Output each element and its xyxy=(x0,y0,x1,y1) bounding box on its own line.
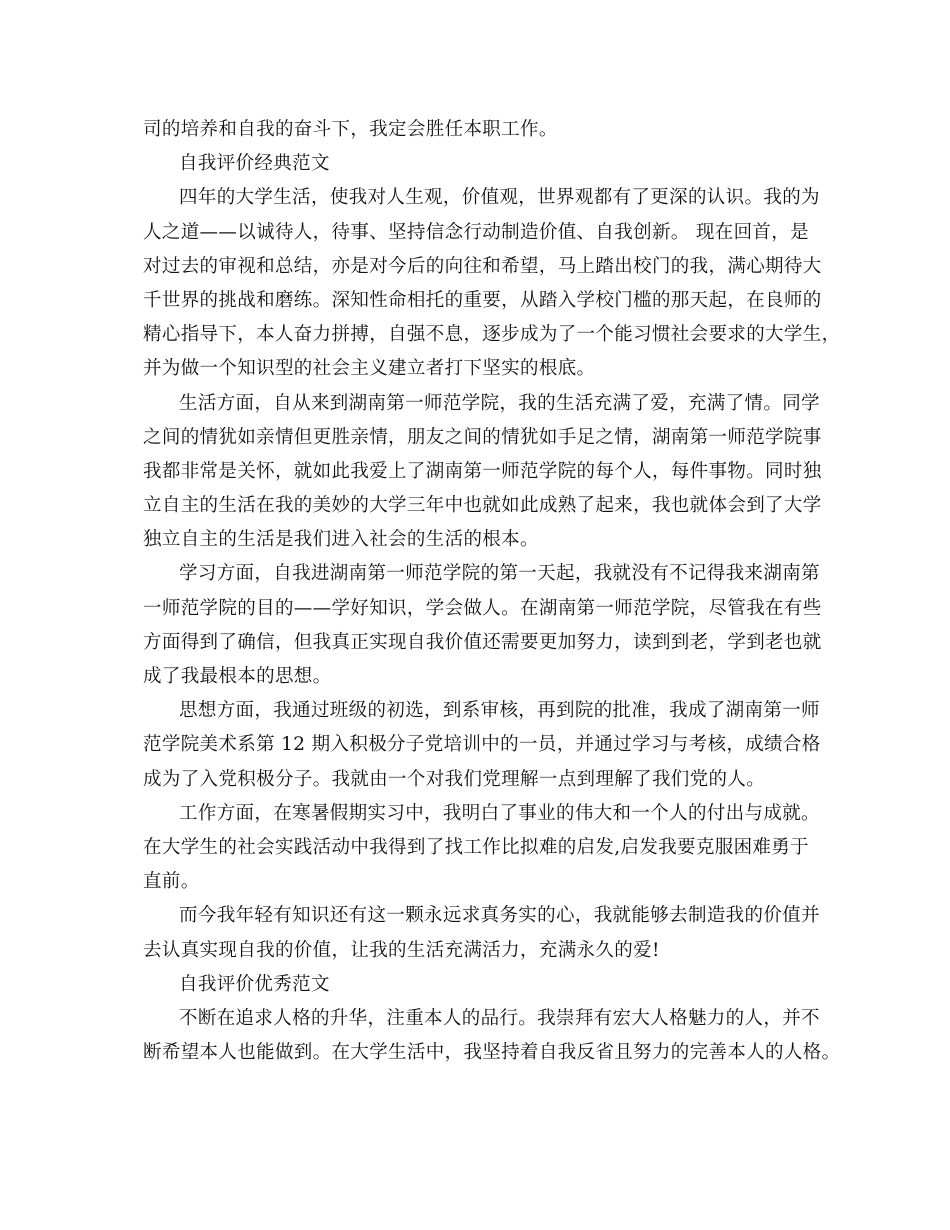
text-line: 范学院美术系第 12 期入积极分子党培训中的一员，并通过学习与考核，成绩合格 xyxy=(143,734,821,756)
text-line: 对过去的审视和总结，亦是对今后的向往和希望，马上踏出校门的我，满心期待大 xyxy=(143,255,822,277)
text-line: 之间的情犹如亲情但更胜亲情，朋友之间的情犹如手足之情，湖南第一师范学院事 xyxy=(143,426,822,448)
document-body xyxy=(143,113,841,1070)
text-line: 司的培养和自我的奋斗下，我定会胜任本职工作。 xyxy=(143,119,558,140)
text-line: 四年的大学生活，使我对人生观，价值观，世界观都有了更深的认识。我的为 xyxy=(179,187,820,209)
text-line: 在大学生的社会实践活动中我得到了找工作比拟难的启发,启发我要克服困难勇于 xyxy=(143,836,809,858)
text-line: 成为了入党积极分子。我就由一个对我们党理解一点到理解了我们党的人。 xyxy=(143,768,766,790)
text-line: 断希望本人也能做到。在大学生活中，我坚持着自我反省且努力的完善本人的人格。 xyxy=(143,1042,841,1064)
text-line: 不断在追求人格的升华，注重本人的品行。我崇拜有宏大人格魅力的人，并不 xyxy=(179,1007,820,1029)
text-line: 自我评价优秀范文 xyxy=(179,973,330,995)
text-line: 立自主的生活在我的美妙的大学三年中也就如此成熟了起来，我也就体会到了大学 xyxy=(143,495,822,517)
text-line: 工作方面，在寒暑假期实习中，我明白了事业的伟大和一个人的付出与成就。 xyxy=(179,802,820,824)
text-line: 人之道——以诚待人，待事、坚持信念行动制造价值、自我创新。 现在回首，是 xyxy=(143,221,809,243)
text-line: 生活方面，自从来到湖南第一师范学院，我的生活充满了爱，充满了情。同学 xyxy=(179,392,820,414)
text-line: 我都非常是关怀，就如此我爱上了湖南第一师范学院的每个人，每件事物。同时独 xyxy=(143,460,822,482)
text-line: 方面得到了确信，但我真正实现自我价值还需要更加努力，读到到老，学到老也就 xyxy=(143,631,822,653)
text-line: 学习方面，自我进湖南第一师范学院的第一天起，我就没有不记得我来湖南第 xyxy=(179,563,820,585)
text-line: 而今我年轻有知识还有这一颗永远求真务实的心，我就能够去制造我的价值并 xyxy=(179,905,820,927)
text-line: 成了我最根本的思想。 xyxy=(143,666,332,687)
text-line: 自我评价经典范文 xyxy=(179,153,330,175)
text-line: 千世界的挑战和磨练。深知性命相托的重要，从踏入学校门槛的那天起，在良师的 xyxy=(143,289,822,311)
text-line: 一师范学院的目的——学好知识，学会做人。在湖南第一师范学院，尽管我在有些 xyxy=(143,597,822,619)
text-line: 并为做一个知识型的社会主义建立者打下坚实的根底。 xyxy=(143,358,596,380)
text-line: 独立自主的生活是我们进入社会的生活的根本。 xyxy=(143,529,539,551)
text-line: 去认真实现自我的价值，让我的生活充满活力，充满永久的爱! xyxy=(143,939,660,961)
text-line: 思想方面，我通过班级的初选，到系审核，再到院的批准，我成了湖南第一师 xyxy=(179,700,820,722)
text-line: 精心指导下，本人奋力拼搏，自强不息，逐步成为了一个能习惯社会要求的大学生， xyxy=(143,324,841,346)
text-line: 直前。 xyxy=(143,871,200,893)
